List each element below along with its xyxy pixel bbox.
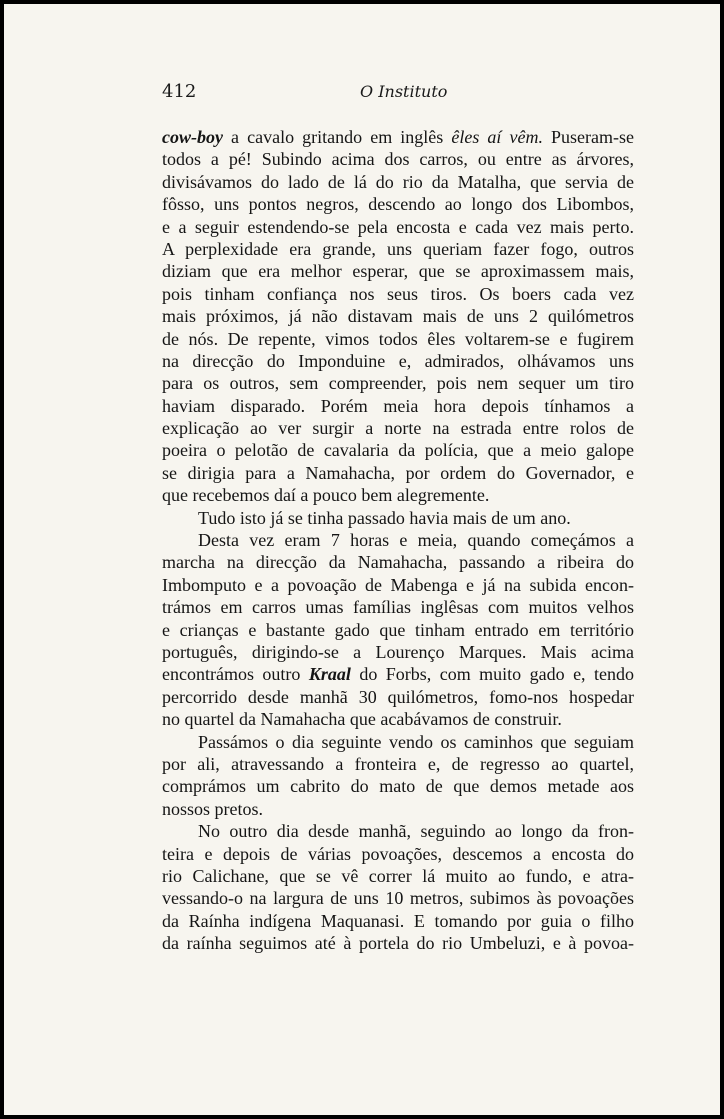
- text-line: diziam que era melhor esperar, que se aproximassem mais,: [162, 261, 634, 282]
- text-line: da raínha seguimos até à portela do rio Umbeluzi, e à povoa-: [162, 933, 634, 954]
- paragraph-start: Desta vez eram 7 horas e meia, quando começámos a: [198, 530, 634, 551]
- text-line: por ali, atravessando a fronteira e, de regresso ao quartel,: [162, 753, 634, 774]
- italic-quote: êles aí vêm.: [451, 127, 543, 147]
- body-text: [162, 126, 634, 954]
- italic-term: Kraal: [308, 664, 351, 685]
- text-line: vessando-o na largura de uns 10 metros, subimos às povoações: [162, 888, 634, 909]
- italic-term: cow-boy: [162, 127, 223, 147]
- text-line: haviam disparado. Porém meia hora depois tínhamos a: [162, 395, 634, 416]
- text-line: pois tinham confiança nos seus tiros. Os boers cada vez: [162, 283, 634, 304]
- page-header: [162, 81, 632, 105]
- text-line: de nós. De repente, vimos todos êles voltarem-se e fugirem: [162, 328, 634, 349]
- text-line: divisávamos do lado de lá do rio da Matalha, que servia de: [162, 171, 634, 192]
- text-line: comprámos um cabrito do mato de que demos metade aos: [162, 776, 634, 797]
- text-line: [162, 663, 634, 685]
- text-line: na direcção do Imponduine e, admirados, olhávamos uns: [162, 350, 634, 371]
- text-line: mais próximos, já não distavam mais de uns 2 quilómetros: [162, 306, 634, 327]
- text-line: no quartel da Namahacha que acabávamos de construir.: [162, 709, 562, 730]
- text-line: marcha na direcção da Namahacha, passando a ribeira do: [162, 552, 634, 573]
- text-fragment: a cavalo gritando em inglês: [222, 127, 452, 147]
- page-number: 412: [162, 81, 197, 102]
- text-line: trámos em carros umas famílias inglêsas com muitos velhos: [162, 597, 634, 618]
- paragraph-start: No outro dia desde manhã, seguindo ao longo da fron-: [198, 821, 634, 842]
- text-line: percorrido desde manhã 30 quilómetros, fomo-nos hospedar: [162, 686, 634, 707]
- paragraph-start: Passámos o dia seguinte vendo os caminhos que seguiam: [198, 731, 634, 752]
- text-line: nossos pretos.: [162, 798, 264, 819]
- text-fragment: do Forbs, com muito gado e, tendo: [350, 664, 634, 685]
- text-line: que recebemos daí a pouco bem alegremente.: [162, 485, 490, 506]
- text-fragment: encontrámos outro: [162, 664, 309, 685]
- text-line: da Raínha indígena Maquanasi. E tomando por guia o filho: [162, 910, 634, 931]
- text-line: fôsso, uns pontos negros, descendo ao longo dos Libombos,: [162, 194, 634, 215]
- text-fragment: Puseram-se: [542, 127, 635, 147]
- book-page: [4, 4, 720, 1115]
- text-line: teira e depois de várias povoações, descemos a encosta do: [162, 843, 634, 864]
- text-line: todos a pé! Subindo acima dos carros, ou entre as árvores,: [162, 149, 634, 170]
- running-title: O Instituto: [360, 82, 448, 101]
- text-line: [162, 126, 634, 148]
- text-line: para os outros, sem compreender, pois nem sequer um tiro: [162, 373, 634, 394]
- text-line: rio Calichane, que se vê correr lá muito ao fundo, e atra-: [162, 865, 634, 886]
- text-line: poeira o pelotão de cavalaria da polícia, que a meio galope: [162, 440, 634, 461]
- text-line: Imbomputo e a povoação de Mabenga e já na subida encon-: [162, 574, 634, 595]
- text-line: explicação ao ver surgir a norte na estrada entre rolos de: [162, 418, 634, 439]
- text-line: e a seguir estendendo-se pela encosta e cada vez mais perto.: [162, 216, 634, 237]
- paragraph-start: Tudo isto já se tinha passado havia mais de um ano.: [198, 507, 571, 528]
- text-line: português, dirigindo-se a Lourenço Marques. Mais acima: [162, 641, 634, 662]
- text-line: e crianças e bastante gado que tinham entrado em território: [162, 619, 634, 640]
- text-line: A perplexidade era grande, uns queriam fazer fogo, outros: [162, 238, 634, 259]
- text-line: se dirigia para a Namahacha, por ordem do Governador, e: [162, 462, 634, 483]
